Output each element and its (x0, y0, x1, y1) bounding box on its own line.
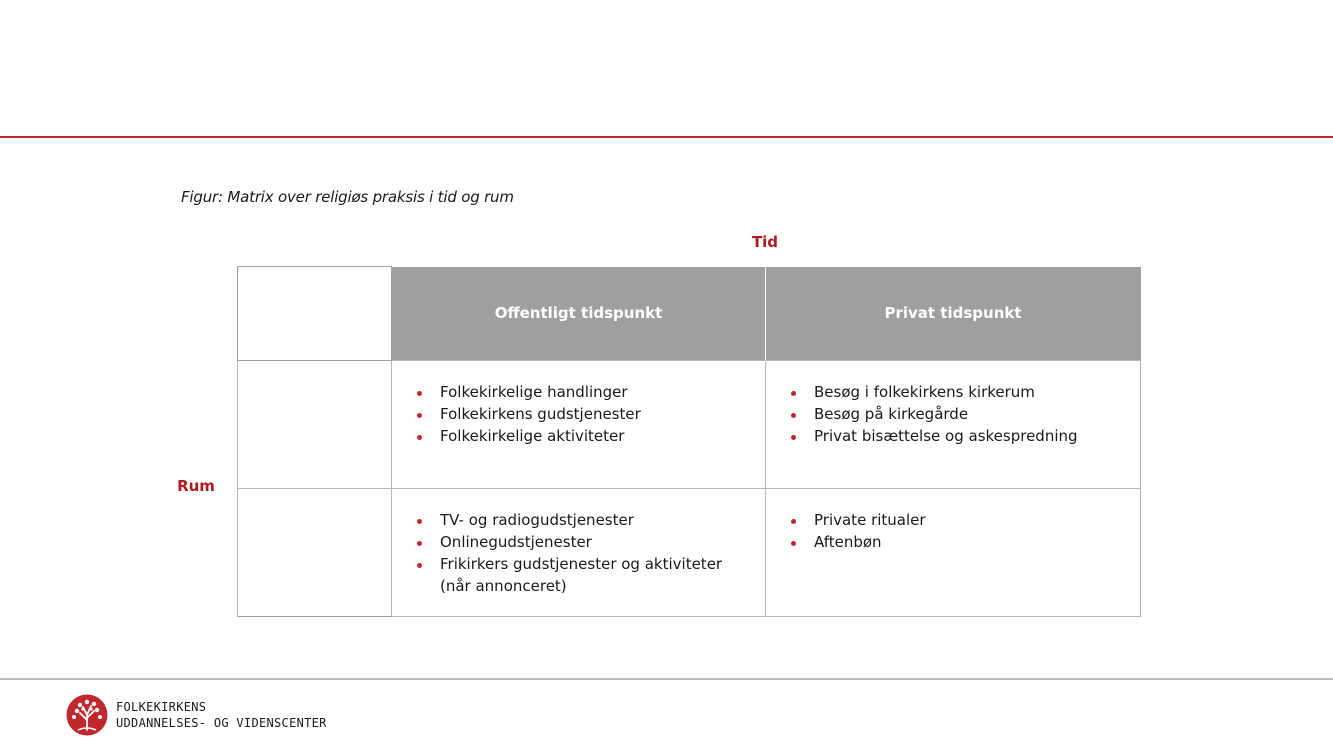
list-item: Frikirkers gudstjenester og aktiviteter (når annonceret) (440, 553, 765, 597)
matrix-cell (392, 489, 766, 617)
practice-matrix (237, 266, 1141, 617)
list-item: Aftenbøn (814, 531, 1140, 553)
column-header-public-time: Offentligt tidspunkt (392, 267, 766, 361)
list-item: TV- og radiogudstjenester (440, 509, 765, 531)
list-item: Privat bisættelse og askespredning (814, 425, 1140, 447)
list-item: Besøg på kirkegårde (814, 403, 1140, 425)
organization-logo-text (116, 699, 327, 731)
matrix-row-private-space (238, 489, 1141, 617)
row-header-private-space: Privat rum (238, 489, 392, 617)
bullet-list (766, 361, 1140, 447)
tree-icon (66, 694, 108, 736)
row-header-public-space: Offentligt rum (238, 361, 392, 489)
bullet-list (392, 489, 765, 597)
bullet-list (766, 489, 1140, 553)
list-item: Onlinegudstjenester (440, 531, 765, 553)
list-item: Folkekirkelige aktiviteter (440, 425, 765, 447)
matrix-cell (766, 489, 1141, 617)
logo-line-1: FOLKEKIRKENS (116, 700, 207, 714)
matrix-header-row (238, 267, 1141, 361)
list-item: Folkekirkelige handlinger (440, 381, 765, 403)
column-header-private-time: Privat tidspunkt (766, 267, 1141, 361)
list-item: Private ritualer (814, 509, 1140, 531)
matrix-cell (392, 361, 766, 489)
matrix-cell (766, 361, 1141, 489)
bullet-list (392, 361, 765, 447)
time-axis-label: Tid (751, 233, 779, 251)
list-item: Besøg i folkekirkens kirkerum (814, 381, 1140, 403)
space-axis-label: Rum (177, 477, 215, 495)
matrix-corner-cell (238, 267, 392, 361)
bottom-divider (0, 678, 1333, 680)
top-divider (0, 136, 1333, 138)
logo-line-2: UDDANNELSES- OG VIDENSCENTER (116, 716, 327, 730)
list-item: Folkekirkens gudstjenester (440, 403, 765, 425)
figure-caption: Figur: Matrix over religiøs praksis i tid og rum (181, 188, 514, 206)
matrix-row-public-space (238, 361, 1141, 489)
